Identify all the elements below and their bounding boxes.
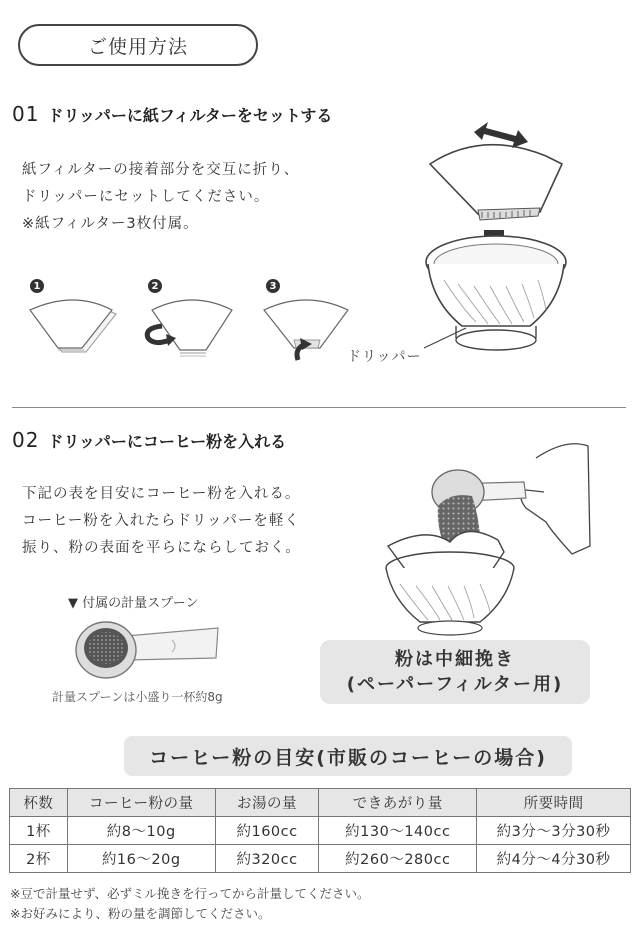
col-header-grounds: コーヒー粉の量: [67, 789, 215, 817]
col-header-cups: 杯数: [10, 789, 68, 817]
step-badge-2: 2: [148, 279, 162, 293]
section-1-title: ドリッパーに紙フィルターをセットする: [47, 106, 333, 125]
col-header-yield: できあがり量: [319, 789, 477, 817]
table-row: [10, 817, 631, 845]
dripper-label: ドリッパー: [347, 349, 422, 365]
col-header-time: 所要時間: [477, 789, 631, 817]
coffee-guide-table: [9, 788, 631, 873]
section-1-text: [22, 157, 299, 238]
col-header-water: お湯の量: [215, 789, 319, 817]
section-1-line: ※紙フィルター3枚付属。: [22, 216, 199, 232]
note-adjust: ※お好みにより、粉の量を調節してください。: [10, 906, 271, 921]
table-header-row: [10, 789, 631, 817]
section-2-text: [22, 481, 301, 562]
section-2-line: 下記の表を目安にコーヒー粉を入れる。: [22, 486, 301, 502]
grind-size-line1: 粉は中細挽き: [395, 649, 515, 670]
section-1-heading: [12, 102, 332, 126]
pouring-coffee-illustration: [376, 436, 592, 636]
section-2-line: 振り、粉の表面を平らにならしておく。: [22, 540, 301, 556]
section-2-number: 02: [12, 428, 40, 452]
cell-yield: 約130〜140cc: [319, 817, 477, 845]
filter-step-2-illustration: [136, 292, 240, 362]
dripper-filter-illustration: [422, 112, 572, 360]
filter-step-3-illustration: [258, 292, 358, 364]
cell-time: 約3分〜3分30秒: [477, 817, 631, 845]
filter-step-1-illustration: [24, 292, 124, 358]
cell-cups: 1杯: [10, 817, 68, 845]
cell-water: 約320cc: [215, 845, 319, 873]
note-measure: ※豆で計量せず、必ずミル挽きを行ってから計量してください。: [10, 886, 370, 901]
cell-yield: 約260〜280cc: [319, 845, 477, 873]
step-badge-1: 1: [30, 279, 44, 293]
table-row: [10, 845, 631, 873]
spoon-heading: ▼ 付属の計量スプーン: [68, 596, 199, 611]
cell-grounds: 約8〜10g: [67, 817, 215, 845]
section-2-line: コーヒー粉を入れたらドリッパーを軽く: [22, 513, 300, 529]
section-1-line: ドリッパーにセットしてください。: [22, 189, 270, 205]
section-1-number: 01: [12, 102, 40, 126]
step-badge-3: 3: [266, 279, 280, 293]
cell-grounds: 約16〜20g: [67, 845, 215, 873]
page-title: ご使用方法: [18, 24, 258, 66]
grind-size-line2: (ペーパーフィルター用): [346, 674, 564, 695]
section-1-line: 紙フィルターの接着部分を交互に折り、: [22, 162, 300, 178]
cell-water: 約160cc: [215, 817, 319, 845]
cell-cups: 2杯: [10, 845, 68, 873]
spoon-caption: 計量スプーンは小盛り一杯約8g: [52, 690, 223, 704]
measuring-spoon-illustration: [68, 614, 228, 686]
section-2-heading: [12, 428, 286, 452]
cell-time: 約4分〜4分30秒: [477, 845, 631, 873]
section-2-title: ドリッパーにコーヒー粉を入れる: [47, 432, 287, 451]
grind-size-callout: [320, 640, 590, 704]
section-divider: [12, 407, 626, 408]
guide-title: コーヒー粉の目安(市販のコーヒーの場合): [124, 736, 572, 776]
